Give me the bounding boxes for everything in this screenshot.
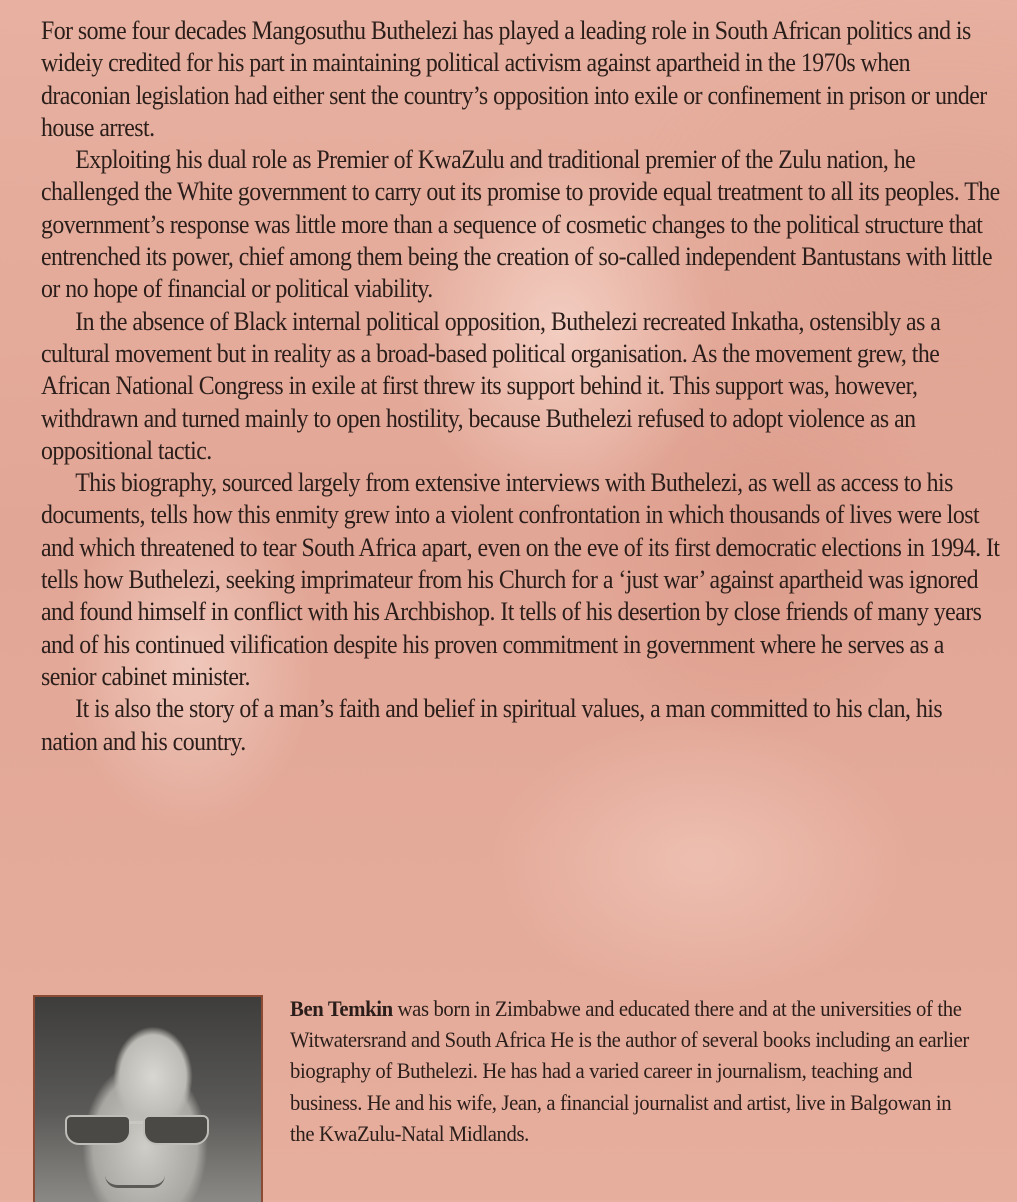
back-cover-blurb bbox=[41, 14, 1000, 757]
author-photo bbox=[33, 995, 263, 1202]
blurb-paragraph-5: It is also the story of a man’s faith and belief in spiritual values, a man committed to his clan, his nation and his country. bbox=[41, 693, 943, 756]
blurb-paragraph-2: Exploiting his dual role as Premier of KwaZulu and traditional premier of the Zulu nation, he challenged the White government to carry out its promise to provide equal treatment to all its peoples. The government’s response was little more than a sequence of cosmetic changes to the political structure that entrenched its power, chief among them being the creation of so-called independent Bantustans with little or no hope of financial or political viability. bbox=[41, 144, 1000, 304]
author-name: Ben Temkin bbox=[290, 996, 393, 1021]
glasses-right-lens bbox=[143, 1115, 209, 1145]
blurb-paragraph-3: In the absence of Black internal political opposition, Buthelezi recreated Inkatha, ostensibly as a cultural movement but in reality as a broad-based political organisation. As the movement grew, the African National Congress in exile at first threw its support behind it. This support was, however, withdrawn and turned mainly to open hostility, because Buthelezi refused to adopt violence as an oppositional tactic. bbox=[41, 305, 941, 465]
glasses-left-lens bbox=[65, 1115, 131, 1145]
smile bbox=[105, 1175, 165, 1188]
author-bio-text: was born in Zimbabwe and educated there and at the universities of the Witwatersrand and South Africa He is the author of several books including an earlier biography of Buthelezi. He has had a varied career in journalism, teaching and business. He and his wife, Jean, a financial journalist and artist, live in Balgowan in the KwaZulu-Natal Midlands. bbox=[290, 996, 969, 1146]
blurb-paragraph-4: This biography, sourced largely from extensive interviews with Buthelezi, as well as access to his documents, tells how this enmity grew into a violent confrontation in which thousands of lives were lost and which threatened to tear South Africa apart, even on the eve of its first democratic elections in 1994. It tells how Buthelezi, seeking imprimateur from his Church for a ‘just war’ against apartheid was ignored and found himself in conflict with his Archbishop. It tells of his desertion by close friends of many years and of his continued vilification despite his proven commitment in government where he serves as a senior cabinet minister. bbox=[41, 467, 1000, 691]
blurb-paragraph-1: For some four decades Mangosuthu Buthelezi has played a leading role in South African politics and is wideiy credited for his part in maintaining political activism against apartheid in the 1970s when draconian legislation had either sent the country’s opposition into exile or confinement in prison or under house arrest. bbox=[41, 15, 987, 142]
author-bio bbox=[290, 993, 975, 1149]
